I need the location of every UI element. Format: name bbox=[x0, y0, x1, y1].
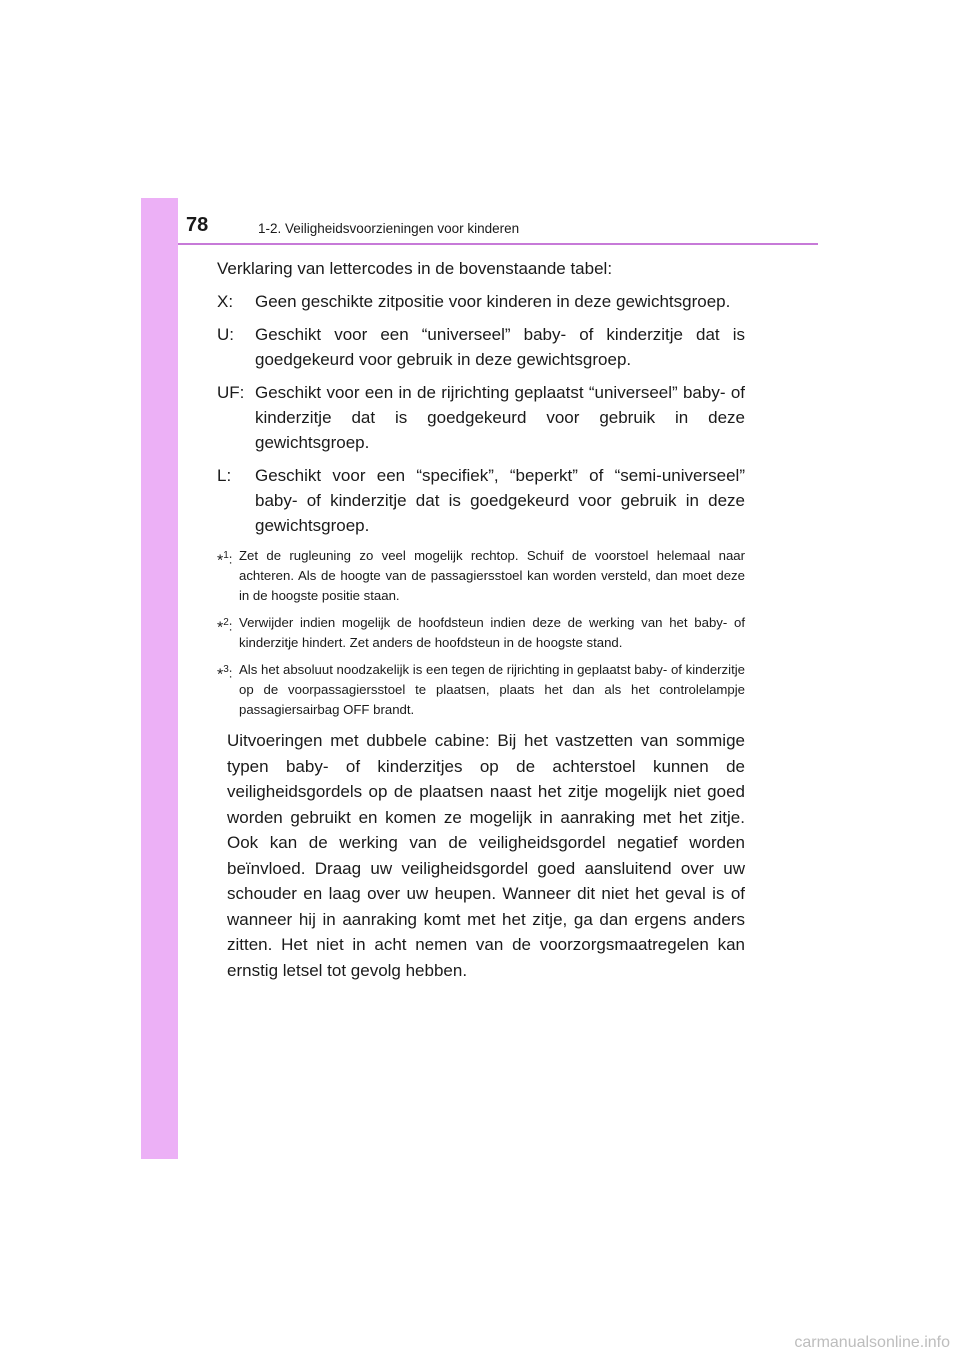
footnote-3 bbox=[217, 660, 745, 720]
footnote-marker: *$^3$: bbox=[217, 664, 233, 684]
legend-item-uf bbox=[217, 380, 745, 455]
legend-text: Geschikt voor een “specifiek”, “beperkt” of “semi-universeel” baby- of kinderzitje dat is goedgekeurd voor gebruik in deze gewichtsgroep. bbox=[255, 466, 745, 535]
footnote-text: Zet de rugleuning zo veel mogelijk rechtop. Schuif de voorstoel helemaal naar achteren. Als de hoogte van de passagiersstoel kan worden versteld, dan moet deze in de hoogste positie staan. bbox=[239, 548, 745, 603]
footnote-marker: *$^1$: bbox=[217, 550, 233, 570]
legend-code: L: bbox=[217, 466, 232, 485]
legend-code: U: bbox=[217, 325, 234, 344]
legend-code: UF: bbox=[217, 383, 245, 402]
legend-intro: Verklaring van lettercodes in de bovenstaande tabel: bbox=[217, 259, 613, 278]
legend-text: Geen geschikte zitpositie voor kinderen in deze gewichtsgroep. bbox=[255, 292, 731, 311]
legend-text: Geschikt voor een “universeel” baby- of kinderzitje dat is goedgekeurd voor gebruik in deze gewichtsgroep. bbox=[255, 325, 745, 369]
watermark: carmanualsonline.info bbox=[794, 1334, 950, 1351]
legend-code: X: bbox=[217, 292, 234, 311]
header-divider bbox=[178, 243, 818, 245]
footnote-marker: *$^2$: bbox=[217, 617, 233, 637]
legend-item-u bbox=[217, 322, 745, 372]
section-title: 1-2. Veiligheidsvoorzieningen voor kinderen bbox=[258, 221, 520, 236]
footnotes bbox=[217, 546, 745, 720]
legend-item-l bbox=[217, 463, 745, 538]
legend-text: Geschikt voor een in de rijrichting geplaatst “universeel” baby- of kinderzitje dat is goedgekeurd voor gebruik in deze gewichtsgroep. bbox=[255, 383, 745, 452]
footnote-2 bbox=[217, 613, 745, 653]
double-cabin-paragraph: Uitvoeringen met dubbele cabine: Bij het vastzetten van sommige typen baby- of kinderzitjes op de achterstoel kunnen de veiligheidsgordels op de plaatsen naast het zitje mogelijk niet goed worden gebruikt en komen ze mogelijk in aanraking met het zitje. Ook kan de werking van de veiligheidsgordel negatief worden beïnvloed. Draag uw veiligheidsgordel goed aansluitend over uw schouder en laag over uw heupen. Wanneer dit niet het geval is of wanneer hij in aanraking komt met het zitje, ga dan ergens anders zitten. Het niet in acht nemen van de voorzorgsmaatregelen kan ernstig letsel tot gevolg hebben. bbox=[227, 731, 745, 980]
chapter-sidebar-band bbox=[141, 198, 178, 1159]
page-number: 78 bbox=[186, 214, 209, 236]
legend-item-x bbox=[217, 289, 745, 314]
footnote-text: Verwijder indien mogelijk de hoofdsteun indien deze de werking van het baby- of kinderzitje hindert. Zet anders de hoofdsteun in de hoogste stand. bbox=[239, 615, 745, 650]
footnote-text: Als het absoluut noodzakelijk is een tegen de rijrichting in geplaatst baby- of kinderzitje op de voorpassagiersstoel te plaatsen, plaats het dan als het controlelampje passagiersairbag OFF brandt. bbox=[239, 662, 745, 717]
footnote-1 bbox=[217, 546, 745, 606]
letter-code-legend bbox=[217, 289, 745, 538]
page-content bbox=[217, 256, 745, 983]
